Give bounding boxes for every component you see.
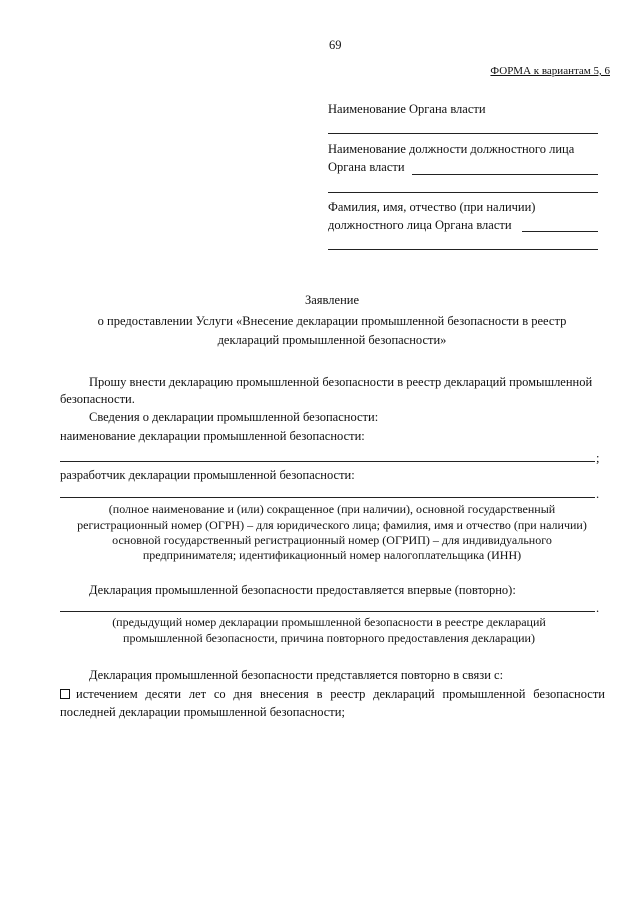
- developer-hint-line4: предпринимателя; идентификационный номер налогоплательщика (ИНН): [142, 548, 522, 562]
- request-text-line2: безопасности.: [60, 392, 135, 406]
- document-title-line1: о предоставлении Услуги «Внесение декларации промышленной безопасности в реестр: [97, 314, 567, 328]
- official-position-line[interactable]: [328, 192, 598, 193]
- info-heading: Сведения о декларации промышленной безопасности:: [89, 410, 379, 424]
- developer-line[interactable]: [60, 497, 595, 498]
- previous-hint-line2: промышленной безопасности, причина повторного предоставления декларации): [123, 631, 535, 645]
- first-time-line-end: .: [596, 601, 600, 615]
- declaration-name-label: наименование декларации промышленной безопасности:: [60, 429, 365, 443]
- first-time-line[interactable]: [60, 611, 595, 612]
- official-fio-line[interactable]: [328, 249, 598, 250]
- option1-text: истечением десяти лет со дня внесения в реестр деклараций промышленной безопасности: [76, 687, 605, 701]
- developer-line-end: .: [596, 487, 600, 501]
- developer-label: разработчик декларации промышленной безопасности:: [60, 468, 355, 482]
- document-title-line2: деклараций промышленной безопасности»: [217, 333, 447, 347]
- document-heading: Заявление: [304, 293, 359, 307]
- request-text-line1: Прошу внести декларацию промышленной безопасности в реестр деклараций промышленной: [89, 375, 593, 389]
- developer-hint-line1: (полное наименование и (или) сокращенное (при наличии), основной государственный: [108, 502, 556, 516]
- previous-hint-line1: (предыдущий номер декларации промышленной безопасности в реестре деклараций: [112, 615, 546, 629]
- official-fio-line-inline[interactable]: [522, 231, 598, 232]
- option1-checkbox[interactable]: [60, 689, 70, 699]
- option1-line1[interactable]: [60, 687, 605, 702]
- official-position-label: Наименование должности должностного лица: [328, 142, 575, 156]
- authority-name-label: Наименование Органа власти: [328, 102, 486, 116]
- developer-hint-line3: основной государственный регистрационный номер (ОГРИП) – для индивидуального: [112, 533, 552, 547]
- declaration-name-line-end: ;: [596, 451, 600, 465]
- official-position-label-2: Органа власти: [328, 160, 405, 174]
- declaration-name-line[interactable]: [60, 461, 595, 462]
- developer-hint-line2: регистрационный номер (ОГРН) – для юридического лица; фамилия, имя и отчество (при наличии): [77, 518, 587, 532]
- official-fio-label-2: должностного лица Органа власти: [328, 218, 512, 232]
- page-number: 69: [329, 38, 342, 52]
- official-fio-label: Фамилия, имя, отчество (при наличии): [328, 200, 536, 214]
- repeat-reason-label: Декларация промышленной безопасности представляется повторно в связи с:: [89, 668, 504, 682]
- first-time-label: Декларация промышленной безопасности предоставляется впервые (повторно):: [89, 583, 516, 597]
- authority-name-line[interactable]: [328, 133, 598, 134]
- official-position-line-inline[interactable]: [412, 174, 598, 175]
- option1-line2: последней декларации промышленной безопасности;: [60, 705, 345, 719]
- form-label: ФОРМА к вариантам 5, 6: [490, 65, 610, 77]
